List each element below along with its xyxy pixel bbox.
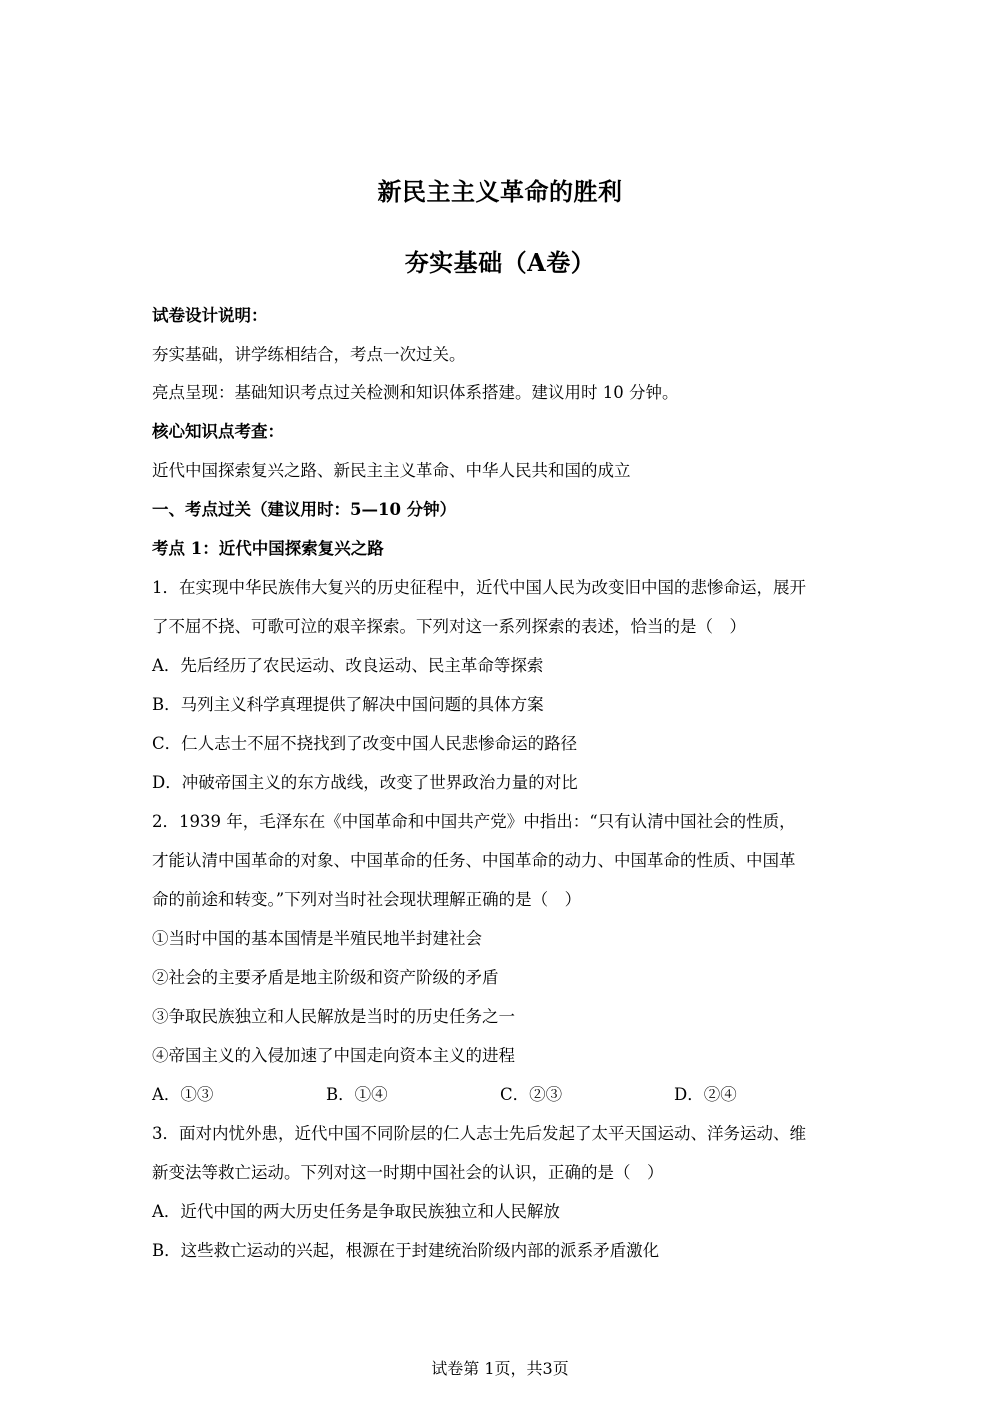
q1-option-b: B．马列主义科学真理提供了解决中国问题的具体方案 xyxy=(152,695,544,714)
q3-stem-line-2: 新变法等救亡运动。下列对这一时期中国社会的认识，正确的是（ ） xyxy=(152,1163,664,1182)
q2-statement-4: ④帝国主义的入侵加速了中国走向资本主义的进程 xyxy=(152,1046,515,1065)
q2-statement-3: ③争取民族独立和人民解放是当时的历史任务之一 xyxy=(152,1007,515,1026)
q2-stem-line-3: 命的前途和转变。”下列对当时社会现状理解正确的是（ ） xyxy=(152,890,582,909)
q2-statement-2: ②社会的主要矛盾是地主阶级和资产阶级的矛盾 xyxy=(152,968,499,987)
core-line: 近代中国探索复兴之路、新民主主义革命、中华人民共和国的成立 xyxy=(152,461,631,480)
q1-stem-line-1: 1．在实现中华民族伟大复兴的历史征程中，近代中国人民为改变旧中国的悲惨命运，展开 xyxy=(152,578,806,597)
design-line-2: 亮点呈现：基础知识考点过关检测和知识体系搭建。建议用时 10 分钟。 xyxy=(152,383,679,402)
point-heading: 考点 1：近代中国探索复兴之路 xyxy=(152,539,384,558)
q2-option-b: B．①④ xyxy=(326,1085,388,1104)
q1-option-a: A．先后经历了农民运动、改良运动、民主革命等探索 xyxy=(152,656,544,675)
q2-stem-line-1: 2．1939 年，毛泽东在《中国革命和中国共产党》中指出：“只有认清中国社会的性质， xyxy=(152,812,796,831)
q1-stem-line-2: 了不屈不挠、可歌可泣的艰辛探索。下列对这一系列探索的表述，恰当的是（ ） xyxy=(152,617,746,636)
q2-option-d: D．②④ xyxy=(674,1085,737,1104)
q1-option-c: C．仁人志士不屈不挠找到了改变中国人民悲惨命运的路径 xyxy=(152,734,578,753)
design-line-1: 夯实基础，讲学练相结合，考点一次过关。 xyxy=(152,345,466,364)
document-title: 新民主主义革命的胜利 xyxy=(377,177,623,206)
q2-stem-line-2: 才能认清中国革命的对象、中国革命的任务、中国革命的动力、中国革命的性质、中国革 xyxy=(152,851,796,870)
q1-option-d: D．冲破帝国主义的东方战线，改变了世界政治力量的对比 xyxy=(152,773,578,792)
document-subtitle: 夯实基础（A卷） xyxy=(404,248,596,277)
q3-option-a: A．近代中国的两大历史任务是争取民族独立和人民解放 xyxy=(152,1202,560,1221)
q3-stem-line-1: 3．面对内忧外患，近代中国不同阶层的仁人志士先后发起了太平天国运动、洋务运动、维 xyxy=(152,1124,806,1143)
q3-option-b: B．这些救亡运动的兴起，根源在于封建统治阶级内部的派系矛盾激化 xyxy=(152,1241,660,1260)
page-footer: 试卷第 1页，共3页 xyxy=(431,1359,569,1378)
design-heading: 试卷设计说明： xyxy=(152,306,268,325)
core-heading: 核心知识点考查： xyxy=(152,422,284,441)
section-heading: 一、考点过关（建议用时：5—10 分钟） xyxy=(152,500,457,519)
q2-option-c: C．②③ xyxy=(500,1085,563,1104)
q2-statement-1: ①当时中国的基本国情是半殖民地半封建社会 xyxy=(152,929,482,948)
q2-option-a: A．①③ xyxy=(152,1085,214,1104)
